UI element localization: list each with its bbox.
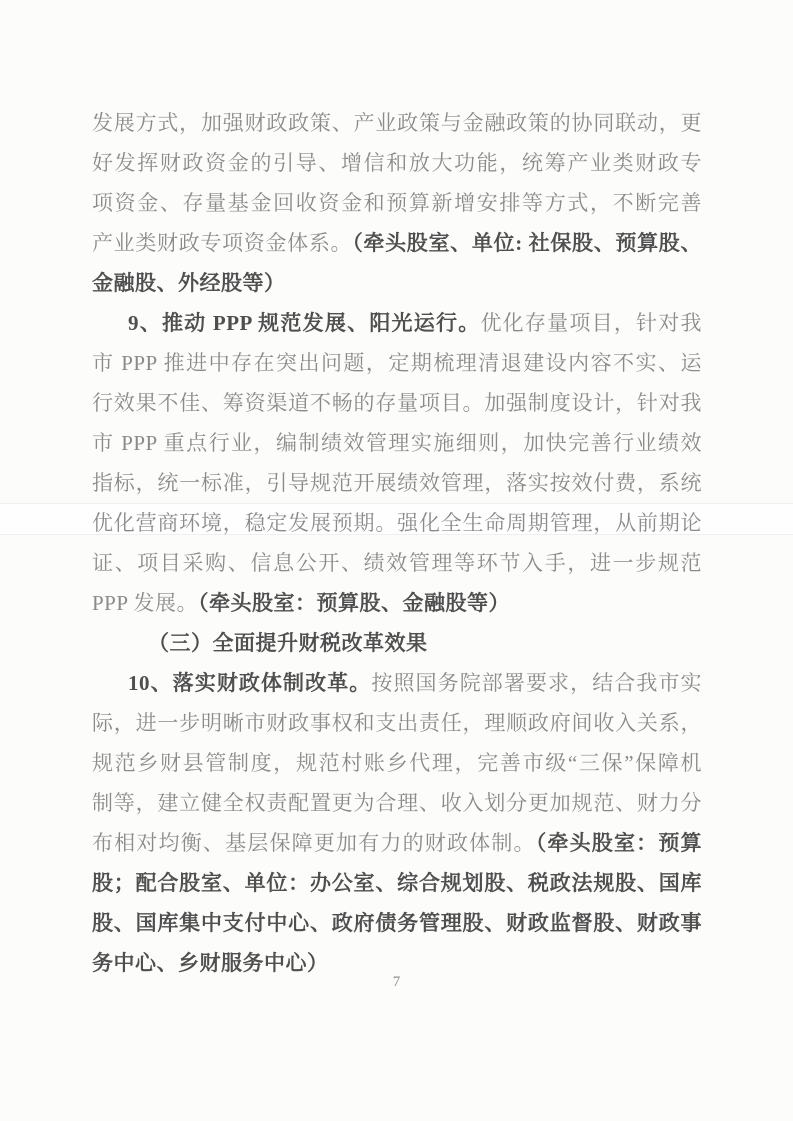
text-run: 布相对均衡、基层保障更加有力的财政体制。 [92, 831, 536, 855]
doc-line [92, 143, 702, 183]
doc-line [92, 783, 702, 823]
text-run: 优化存量项目，针对我 [480, 311, 702, 335]
doc-line-item-10 [92, 663, 702, 703]
doc-line [92, 383, 702, 423]
text-run: 证、项目采购、信息公开、绩效管理等环节入手，进一步规范 [92, 551, 702, 575]
doc-line [92, 543, 702, 583]
doc-line [92, 743, 702, 783]
text-run: 优化营商环境，稳定发展预期。强化全生命周期管理，从前期论 [92, 511, 702, 535]
text-run: 产业类财政专项资金体系。 [92, 231, 353, 255]
page-number: 7 [392, 974, 401, 990]
text-run-bold: （牵头股室、单位: 社保股、预算股、 [352, 231, 702, 255]
text-run-bold: 9、推动 PPP 规范发展、阳光运行。 [128, 311, 481, 335]
text-run-bold: （牵头股室：预算股、金融股等） [198, 591, 511, 615]
text-run: 市 PPP 推进中存在突出问题，定期梳理清退建设内容不实、运 [92, 351, 702, 375]
doc-line [92, 863, 702, 903]
doc-line [92, 423, 702, 463]
doc-line [92, 263, 702, 303]
text-run: PPP 发展。 [92, 591, 199, 615]
text-run: 市 PPP 重点行业，编制绩效管理实施细则，加快完善行业绩效 [92, 431, 702, 455]
doc-line [92, 463, 702, 503]
doc-line [92, 903, 702, 943]
doc-line-item-9 [92, 303, 702, 343]
doc-line [92, 823, 702, 863]
text-run-bold: 金融股、外经股等） [92, 271, 286, 295]
text-run: 好发挥财政资金的引导、增信和放大功能，统筹产业类财政专 [92, 151, 702, 175]
text-run: 项资金、存量基金回收资金和预算新增安排等方式，不断完善 [92, 191, 702, 215]
doc-line [92, 223, 702, 263]
text-run-bold: 务中心、乡财服务中心） [92, 951, 329, 975]
text-run: 际，进一步明晰市财政事权和支出责任，理顺政府间收入关系， [92, 711, 702, 735]
doc-line [92, 583, 702, 623]
text-run: 按照国务院部署要求，结合我市实 [371, 671, 702, 695]
text-run: 制等，建立健全权责配置更为合理、收入划分更加规范、财力分 [92, 791, 702, 815]
text-run-bold: 股、国库集中支付中心、政府债务管理股、财政监督股、财政事 [92, 911, 702, 935]
text-run-bold: 股；配合股室、单位：办公室、综合规划股、税政法规股、国库 [92, 871, 702, 895]
text-run-bold: （牵头股室：预算 [535, 831, 702, 855]
document-body [92, 103, 702, 983]
doc-line [92, 503, 702, 543]
doc-line [92, 343, 702, 383]
doc-section-heading [92, 623, 702, 663]
text-run: 指标，统一标准，引导规范开展绩效管理，落实按效付费，系统 [92, 471, 702, 495]
text-run: 行效果不佳、筹资渠道不畅的存量项目。加强制度设计，针对我 [92, 391, 702, 415]
text-run: 发展方式，加强财政政策、产业政策与金融政策的协同联动，更 [92, 111, 702, 135]
doc-line [92, 183, 702, 223]
doc-line [92, 103, 702, 143]
text-run: 规范乡财县管制度，规范村账乡代理，完善市级“三保”保障机 [92, 751, 702, 775]
text-run-bold: 10、落实财政体制改革。 [128, 671, 372, 695]
heading-text: （三）全面提升财税改革效果 [148, 631, 428, 655]
doc-line [92, 703, 702, 743]
